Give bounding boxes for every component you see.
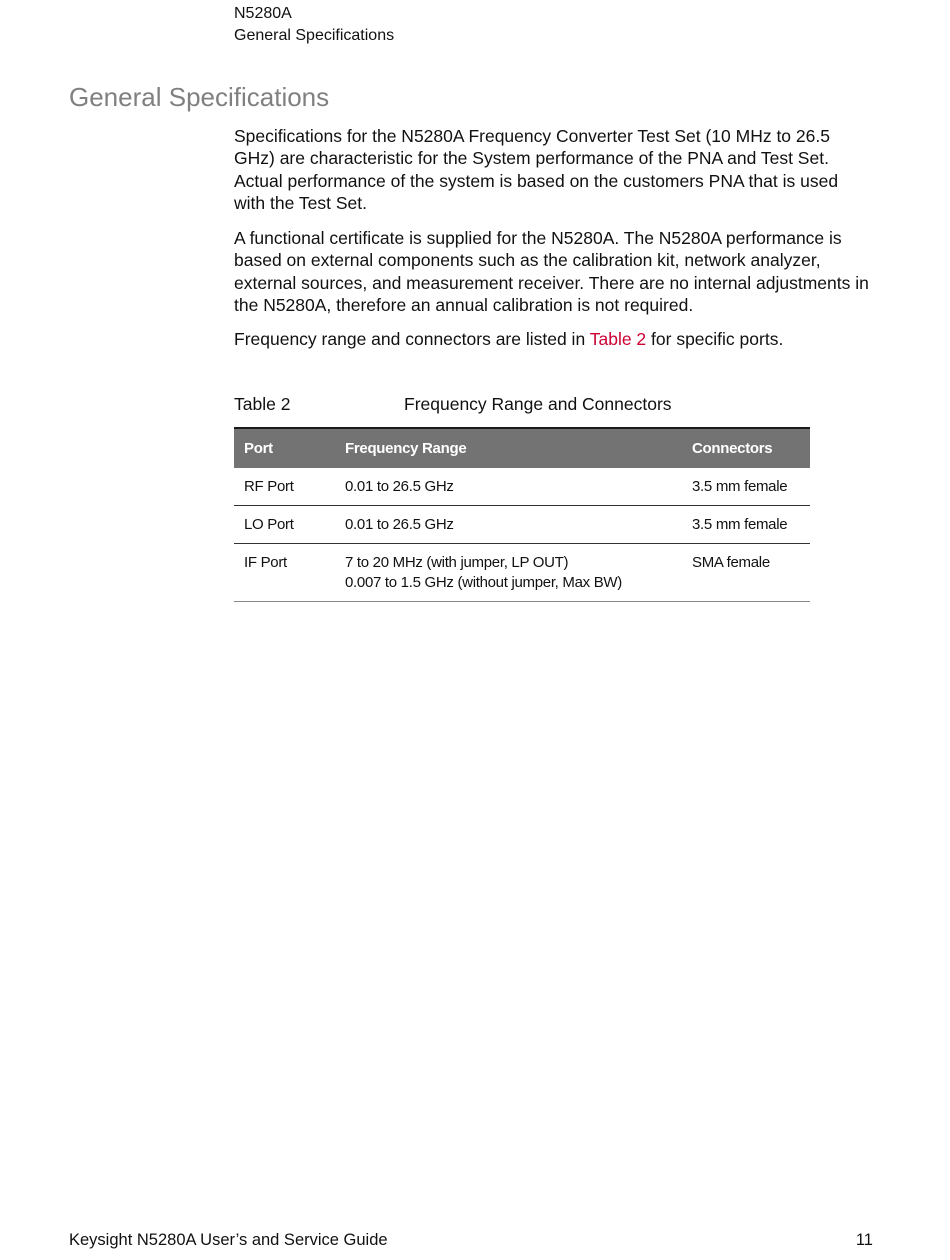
table-caption-title: Frequency Range and Connectors — [404, 394, 672, 414]
cell-frequency-range — [335, 544, 682, 602]
header-section: General Specifications — [234, 27, 395, 44]
cell-port: IF Port — [234, 544, 335, 602]
table-2-link[interactable]: Table 2 — [589, 329, 647, 349]
cell-frequency-range — [335, 506, 682, 544]
cell-connector: 3.5 mm female — [682, 506, 810, 544]
range-line: 0.01 to 26.5 GHz — [345, 478, 454, 495]
paragraph-specifications-intro: Specifications for the N5280A Frequency Converter Test Set (10 MHz to 26.5 GHz) are characteristic for the System performance of the PNA and Test Set. Actual performance of the system is based on the customers PNA that is used with the Test Set. — [234, 126, 839, 213]
cell-port: LO Port — [234, 506, 335, 544]
range-line: 0.007 to 1.5 GHz (without jumper, Max BW) — [345, 574, 622, 591]
footer-page-number: 11 — [855, 1231, 873, 1249]
table-caption-label: Table 2 — [234, 394, 291, 414]
paragraph-functional-certificate: A functional certificate is supplied for the N5280A. The N5280A performance is based on external components such as the calibration kit, network analyzer, external sources, and measurement receiver. There are no internal adjustments in the N5280A, therefore an annual calibration is not required. — [234, 228, 869, 315]
section-title: General Specifications — [69, 82, 330, 112]
header-port: Port — [244, 440, 273, 457]
paragraph-table-reference — [234, 328, 874, 350]
paragraph-text: Frequency range and connectors are listed in — [234, 329, 590, 349]
table-header-row — [234, 428, 810, 468]
header-connectors: Connectors — [692, 440, 773, 457]
table-row — [234, 468, 810, 506]
cell-port: RF Port — [234, 468, 335, 506]
frequency-range-table — [234, 427, 810, 602]
header-product: N5280A — [234, 5, 292, 22]
running-header — [234, 3, 394, 47]
header-frequency-range: Frequency Range — [345, 440, 467, 457]
table-row — [234, 506, 810, 544]
range-line: 7 to 20 MHz (with jumper, LP OUT) — [345, 554, 569, 571]
paragraph-text: for specific ports. — [646, 329, 784, 349]
cell-connector: SMA female — [682, 544, 810, 602]
table-row — [234, 544, 810, 602]
cell-connector: 3.5 mm female — [682, 468, 810, 506]
range-line: 0.01 to 26.5 GHz — [345, 516, 454, 533]
footer-guide-title: Keysight N5280A User’s and Service Guide — [69, 1231, 388, 1249]
cell-frequency-range — [335, 468, 682, 506]
